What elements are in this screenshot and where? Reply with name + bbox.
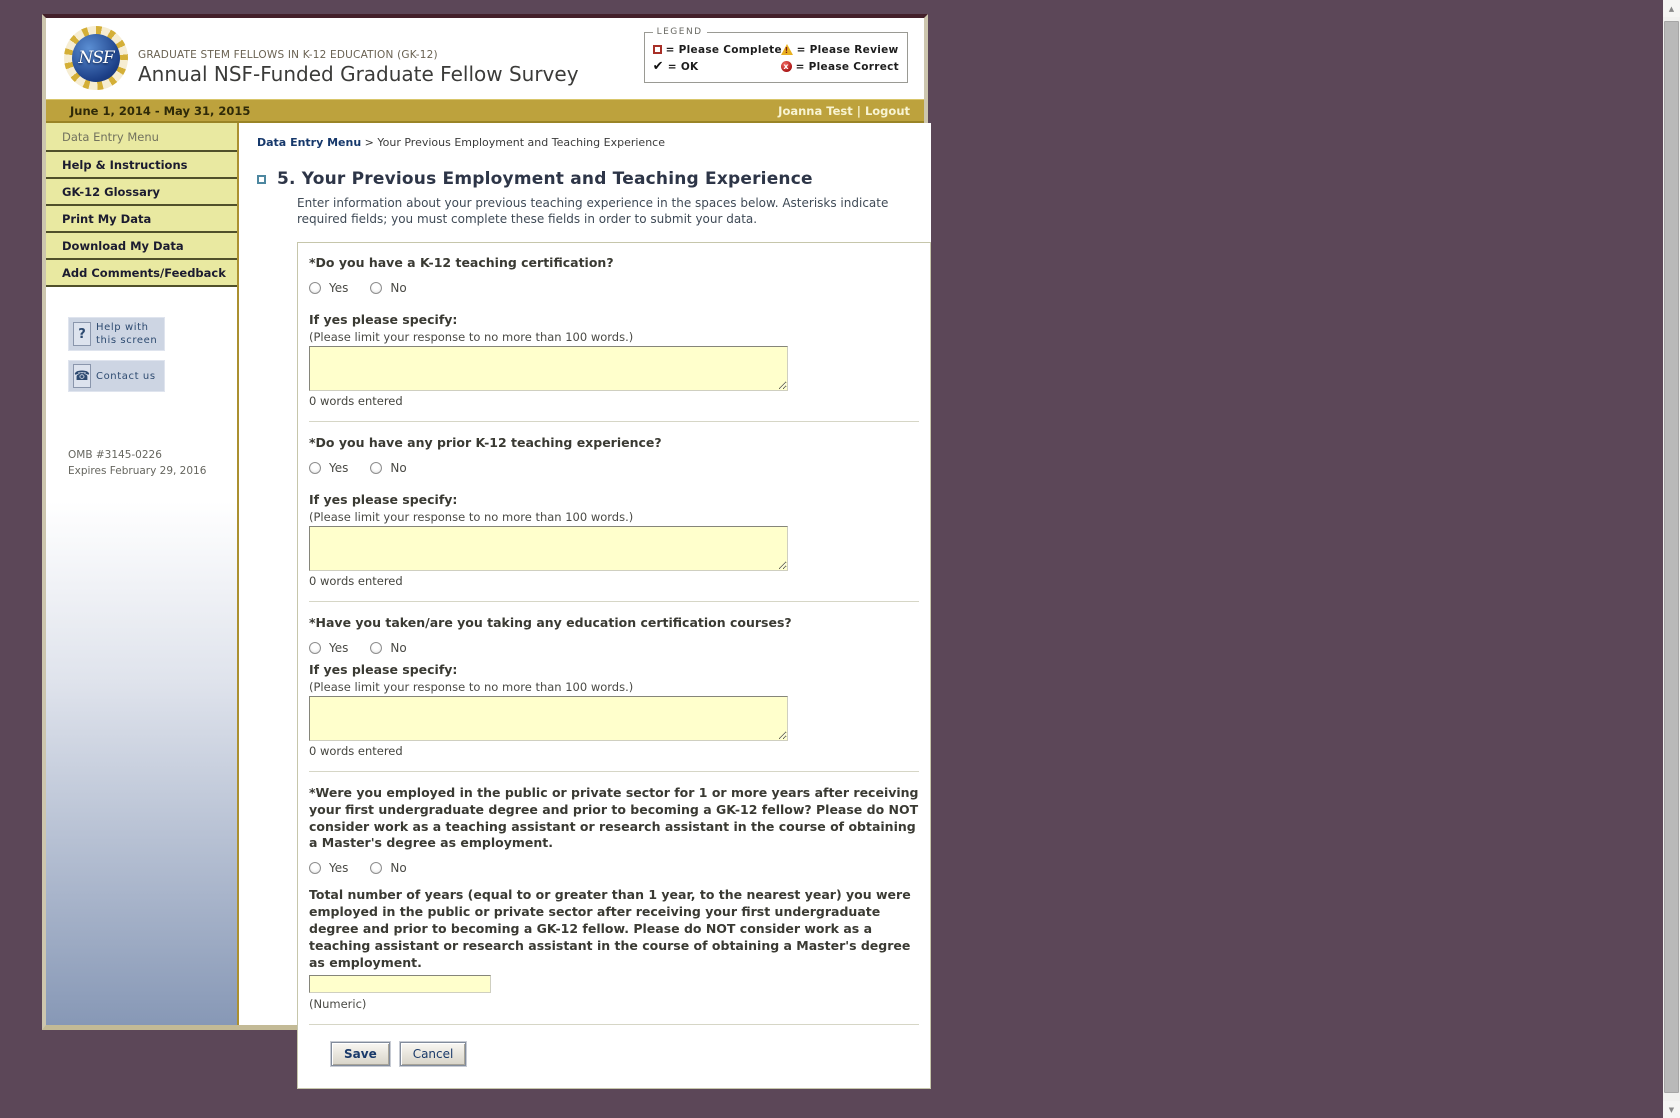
radio-yes-label: Yes	[329, 640, 349, 655]
numeric-note: (Numeric)	[309, 996, 367, 1011]
scroll-up-arrow-icon[interactable]: ▲	[1663, 0, 1680, 17]
survey-form	[297, 242, 931, 1089]
radio-group-employment	[309, 861, 919, 875]
radio-yes[interactable]	[309, 642, 321, 654]
contact-us-button[interactable]	[68, 360, 165, 392]
warning-triangle-icon: !	[781, 44, 793, 55]
radio-no[interactable]	[370, 462, 382, 474]
sidebar-item-help-instructions[interactable]: Help & Instructions	[46, 150, 237, 177]
save-button[interactable]: Save	[331, 1042, 390, 1066]
question-text: *Have you taken/are you taking any education certification courses?	[309, 614, 792, 630]
sidebar-item-print-my-data[interactable]: Print My Data	[46, 204, 237, 231]
radio-no-label: No	[390, 861, 407, 876]
question-text: *Do you have any prior K-12 teaching experience?	[309, 435, 662, 451]
radio-yes[interactable]	[309, 862, 321, 874]
telephone-icon: ☎	[73, 364, 91, 388]
sidebar-item-comments-feedback[interactable]: Add Comments/Feedback	[46, 258, 237, 285]
question-block-certification	[309, 255, 919, 408]
breadcrumb	[257, 136, 931, 149]
help-with-screen-button[interactable]	[68, 317, 165, 351]
sidebar-item-glossary[interactable]: GK-12 Glossary	[46, 177, 237, 204]
app-window	[42, 14, 928, 1061]
question-text: *Were you employed in the public or private sector for 1 or more years after receiving your first undergraduate degree and prior to becoming a GK-12 fellow? Please do NOT consider work as a teaching assistant or research assistant in the course of obtaining a Master's degree as employment.	[309, 784, 919, 851]
top-bar	[46, 99, 924, 123]
years-employed-label: Total number of years (equal to or greater than 1 year, to the nearest year) you were employed in the public or private sector after receiving your first undergraduate degree and prior to becoming a GK-12 fellow. Please do NOT consider work as a teaching assistant or research assistant in the course of obtaining a Master's degree as employment.	[309, 887, 911, 970]
legend-item-label: = Please Complete	[665, 43, 782, 56]
specify-label: If yes please specify:	[309, 491, 458, 507]
question-block-certification-courses	[309, 615, 919, 758]
legend-item-label: = OK	[667, 60, 699, 73]
program-name: GRADUATE STEM FELLOWS IN K-12 EDUCATION (GK-12)	[138, 49, 438, 61]
header	[46, 18, 924, 99]
legend-item-correct	[781, 61, 899, 73]
radio-yes-label: Yes	[329, 281, 349, 296]
breadcrumb-separator: >	[364, 136, 374, 149]
legend-item-label: = Please Correct	[795, 60, 899, 73]
help-with-screen-label: Help with this screen	[96, 322, 158, 346]
radio-yes[interactable]	[309, 462, 321, 474]
omb-number: OMB #3145-0226	[68, 449, 162, 461]
red-x-circle-icon: x	[781, 61, 792, 72]
nsf-logo-globe: NSF	[72, 34, 120, 82]
word-count: 0 words entered	[309, 394, 403, 409]
sidebar-item-download-my-data[interactable]: Download My Data	[46, 231, 237, 258]
word-limit-note: (Please limit your response to no more than 100 words.)	[309, 330, 634, 345]
legend-item-ok	[653, 60, 781, 73]
breadcrumb-data-entry-menu-link[interactable]: Data Entry Menu	[257, 136, 362, 149]
prior-experience-specify-textarea[interactable]	[309, 526, 788, 571]
nsf-logo	[64, 26, 128, 90]
sidebar	[46, 123, 239, 1025]
question-text: *Do you have a K-12 teaching certification?	[309, 255, 614, 271]
sidebar-menu	[46, 123, 237, 287]
page-title: 5. Your Previous Employment and Teaching Experience	[277, 169, 813, 189]
question-block-prior-experience	[309, 435, 919, 588]
survey-period: June 1, 2014 - May 31, 2015	[70, 103, 251, 118]
scroll-down-arrow-icon[interactable]: ▼	[1663, 1101, 1680, 1118]
sidebar-item-data-entry-menu: Data Entry Menu	[46, 123, 237, 150]
radio-no[interactable]	[370, 642, 382, 654]
radio-group-certification	[309, 281, 919, 295]
legend-item-complete	[653, 44, 781, 56]
vertical-scrollbar[interactable]	[1663, 0, 1680, 1118]
omb-expiration: Expires February 29, 2016	[68, 464, 207, 477]
page-intro: Enter information about your previous teaching experience in the spaces below. Asterisks indicate required fields; you must complete these fields in order to submit your data.	[297, 196, 889, 226]
radio-no[interactable]	[370, 282, 382, 294]
red-square-icon	[653, 45, 662, 54]
radio-no-label: No	[390, 640, 407, 655]
radio-no-label: No	[390, 460, 407, 475]
user-name: Joanna Test	[778, 103, 853, 118]
logout-link[interactable]: Logout	[864, 103, 910, 118]
radio-no[interactable]	[370, 862, 382, 874]
legend-item-label: = Please Review	[796, 43, 899, 56]
certification-courses-specify-textarea[interactable]	[309, 696, 788, 741]
radio-yes-label: Yes	[329, 460, 349, 475]
question-mark-icon: ?	[73, 322, 91, 346]
section-divider	[309, 771, 919, 772]
radio-yes[interactable]	[309, 282, 321, 294]
word-count: 0 words entered	[309, 573, 403, 588]
legend-box	[644, 27, 908, 83]
main-content	[239, 123, 931, 1061]
scrollbar-thumb[interactable]	[1664, 21, 1679, 1093]
section-divider	[309, 1024, 919, 1025]
omb-notice	[68, 448, 237, 480]
years-employed-input[interactable]	[309, 975, 491, 993]
radio-group-certification-courses	[309, 641, 919, 655]
question-block-employment	[309, 785, 919, 1011]
breadcrumb-current: Your Previous Employment and Teaching Experience	[377, 136, 665, 149]
word-limit-note: (Please limit your response to no more than 100 words.)	[309, 679, 634, 694]
legend-label: LEGEND	[656, 27, 703, 37]
section-divider	[309, 421, 919, 422]
radio-no-label: No	[390, 281, 407, 296]
survey-title: Annual NSF-Funded Graduate Fellow Survey	[138, 62, 579, 86]
contact-us-label: Contact us	[96, 370, 156, 382]
legend-item-review	[781, 44, 899, 56]
radio-yes-label: Yes	[329, 861, 349, 876]
section-status-square-icon	[257, 175, 266, 184]
specify-label: If yes please specify:	[309, 661, 458, 677]
word-limit-note: (Please limit your response to no more than 100 words.)	[309, 509, 634, 524]
user-logout-separator: |	[856, 103, 861, 118]
cancel-button[interactable]: Cancel	[400, 1042, 467, 1066]
check-icon: ✔	[652, 59, 664, 74]
certification-specify-textarea[interactable]	[309, 346, 788, 391]
radio-group-prior-experience	[309, 461, 919, 475]
section-divider	[309, 601, 919, 602]
word-count: 0 words entered	[309, 743, 403, 758]
specify-label: If yes please specify:	[309, 312, 458, 328]
